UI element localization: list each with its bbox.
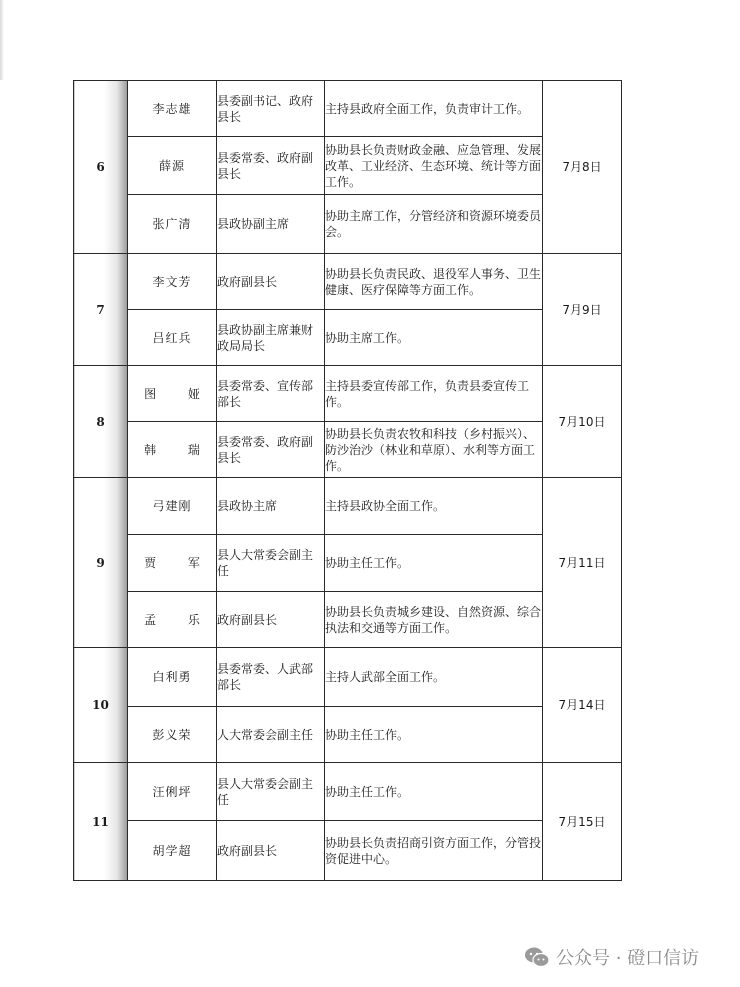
person-name: 白利勇 — [128, 648, 217, 707]
table-row — [74, 81, 622, 137]
visit-date: 7月10日 — [543, 366, 622, 478]
person-name: 彭义荣 — [128, 707, 217, 763]
group-number: 6 — [74, 81, 128, 254]
person-name-text: 韩 瑞 — [144, 442, 214, 457]
person-position: 县委常委、政府副县长 — [217, 137, 325, 195]
table-row — [74, 366, 622, 422]
person-duty: 主持县政府全面工作，负责审计工作。 — [325, 81, 543, 137]
table-row — [74, 821, 622, 881]
person-position: 政府副县长 — [217, 821, 325, 881]
table-row — [74, 478, 622, 535]
person-position: 政府副县长 — [217, 592, 325, 648]
schedule-table — [73, 80, 622, 881]
person-name — [128, 422, 217, 478]
group-number: 8 — [74, 366, 128, 478]
group-number: 9 — [74, 478, 128, 648]
person-position: 县委常委、人武部部长 — [217, 648, 325, 707]
table-row — [74, 137, 622, 195]
visit-date: 7月14日 — [543, 648, 622, 763]
watermark-text: 公众号 · 磴口信访 — [556, 948, 700, 969]
table-row — [74, 310, 622, 366]
person-name: 胡学超 — [128, 821, 217, 881]
table-row — [74, 535, 622, 592]
person-name: 吕红兵 — [128, 310, 217, 366]
person-position: 县政协副主席兼财政局局长 — [217, 310, 325, 366]
person-duty: 协助主席工作，分管经济和资源环境委员会。 — [325, 195, 543, 254]
group-number: 7 — [74, 254, 128, 366]
person-position: 县委常委、宣传部部长 — [217, 366, 325, 422]
visit-date: 7月15日 — [543, 763, 622, 881]
person-position: 县人大常委会副主任 — [217, 535, 325, 592]
person-name — [128, 366, 217, 422]
person-duty: 协助县长负责农牧和科技（乡村振兴）、防沙治沙（林业和草原）、水利等方面工作。 — [325, 422, 543, 478]
visit-date: 7月9日 — [543, 254, 622, 366]
table-row — [74, 254, 622, 310]
person-position: 政府副县长 — [217, 254, 325, 310]
person-duty: 主持人武部全面工作。 — [325, 648, 543, 707]
person-name — [128, 592, 217, 648]
person-duty: 协助县长负责民政、退役军人事务、卫生健康、医疗保障等方面工作。 — [325, 254, 543, 310]
person-position: 县委副书记、政府县长 — [217, 81, 325, 137]
table-row — [74, 195, 622, 254]
person-duty: 协助县长负责招商引资方面工作，分管投资促进中心。 — [325, 821, 543, 881]
person-duty: 主持县委宣传部工作，负责县委宣传工作。 — [325, 366, 543, 422]
group-number: 11 — [74, 763, 128, 881]
visit-date: 7月11日 — [543, 478, 622, 648]
person-name: 李志雄 — [128, 81, 217, 137]
person-name-text: 图 娅 — [144, 386, 214, 401]
person-position: 县政协副主席 — [217, 195, 325, 254]
group-number: 10 — [74, 648, 128, 763]
person-duty: 协助主任工作。 — [325, 763, 543, 821]
person-duty: 协助主任工作。 — [325, 535, 543, 592]
table-row — [74, 763, 622, 821]
person-name-text: 孟 乐 — [144, 612, 214, 627]
person-duty: 协助县长负责城乡建设、自然资源、综合执法和交通等方面工作。 — [325, 592, 543, 648]
person-position: 县政协主席 — [217, 478, 325, 535]
person-position: 县委常委、政府副县长 — [217, 422, 325, 478]
person-duty: 协助主任工作。 — [325, 707, 543, 763]
person-duty: 协助主席工作。 — [325, 310, 543, 366]
person-name: 薛源 — [128, 137, 217, 195]
person-name: 弓建刚 — [128, 478, 217, 535]
table-row — [74, 592, 622, 648]
person-name — [128, 535, 217, 592]
table-row — [74, 648, 622, 707]
wechat-icon — [524, 946, 550, 968]
watermark — [524, 944, 699, 970]
table-row — [74, 707, 622, 763]
person-name: 张广清 — [128, 195, 217, 254]
person-duty: 主持县政协全面工作。 — [325, 478, 543, 535]
table-row — [74, 422, 622, 478]
person-position: 人大常委会副主任 — [217, 707, 325, 763]
scan-edge-shadow — [0, 0, 4, 80]
person-name-text: 贾 军 — [144, 556, 214, 570]
person-name: 汪俐坪 — [128, 763, 217, 821]
person-position: 县人大常委会副主任 — [217, 763, 325, 821]
visit-date: 7月8日 — [543, 81, 622, 254]
person-name: 李文芳 — [128, 254, 217, 310]
person-duty: 协助县长负责财政金融、应急管理、发展改革、工业经济、生态环境、统计等方面工作。 — [325, 137, 543, 195]
